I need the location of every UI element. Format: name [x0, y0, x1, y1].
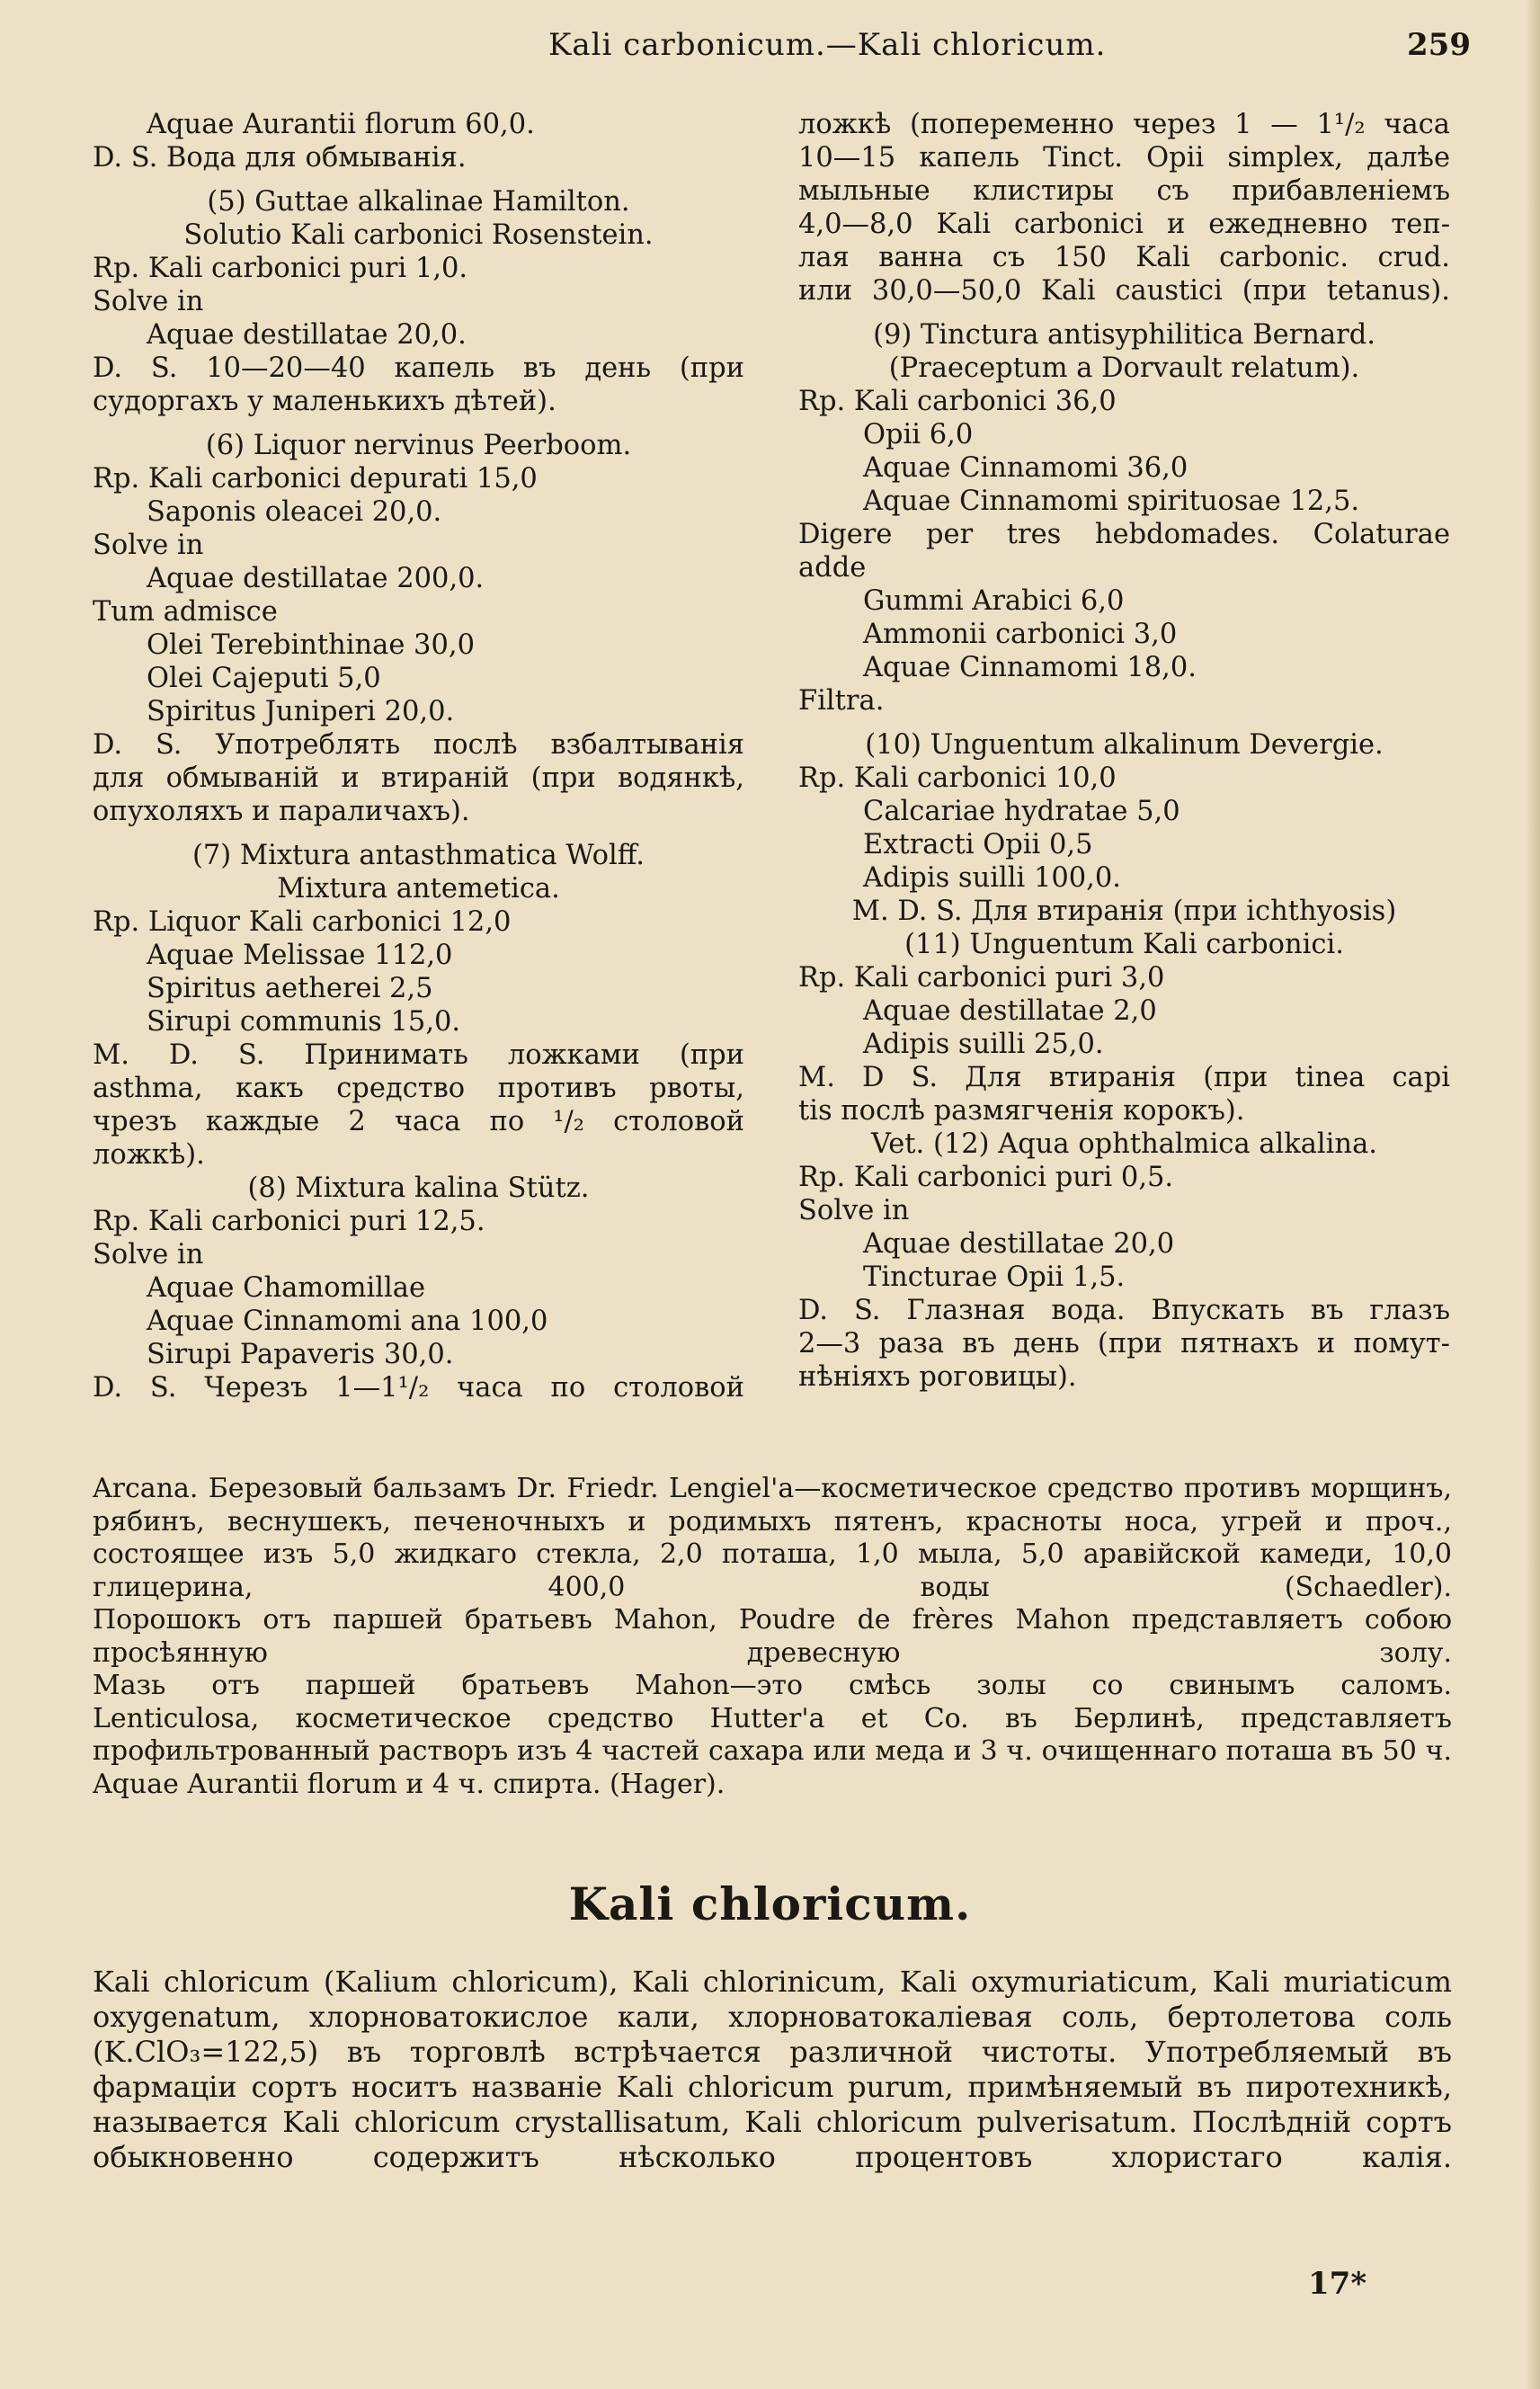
arcana-paragraph: Lenticulosa, косметическое средство Hutter'a et Co. въ Берлинѣ, представляетъ профильтрованный растворъ изъ 4 частей сахара или меда и 3 ч. очищеннаго поташа въ 50 ч. Aquae Aurantii florum и 4 ч. спирта. (Hager). [93, 1702, 1452, 1800]
arcana-section [93, 1473, 1452, 1819]
intro-paragraph: Kali chloricum (Kalium chloricum), Kali chlorinicum, Kali oxymuriaticum, Kali muriaticum oxygenatum, хлорноватокислое кали, хлорноватокаліевая соль, бертолетова соль (K.ClO₃=122,5) въ торговлѣ встрѣчается различной чистоты. Употребляемый въ фармаціи сортъ носитъ названіе Kali chloricum purum, примѣняемый въ пиротехникѣ, называется Kali chloricum crystallisatum, Kali chloricum pulverisatum. Послѣдній сортъ обыкновенно содержитъ нѣсколько процентовъ хлористаго калія. [93, 1965, 1452, 2174]
text-line: (11) Unguentum Kali carbonici. [904, 929, 1344, 960]
text-line: Aquae Cinnamomi spirituosae 12,5. [863, 486, 1360, 517]
text-line: Olei Cajeputi 5,0 [147, 663, 381, 694]
signature-mark: 17* [1308, 2266, 1367, 2302]
text-line: D. S. Черезъ 1—1¹/₂ часа по столовой [93, 1372, 744, 1404]
text-line: для обмываній и втираній (при водянкѣ, [93, 762, 744, 794]
text-line: (7) Mixtura antasthmatica Wolff. [191, 840, 645, 871]
text-line: Solve in [93, 530, 204, 561]
text-line: ложкѣ (попеременно через 1 — 1¹/₂ часа [798, 109, 1450, 140]
text-line: лая ванна съ 150 Kali carbonic. crud. [798, 242, 1450, 273]
text-line: Solve in [798, 1195, 910, 1226]
text-line: Sirupi communis 15,0. [147, 1006, 461, 1038]
text-line: Aquae Cinnamomi 36,0 [863, 452, 1188, 484]
text-line: Spiritus aetherei 2,5 [147, 973, 433, 1004]
text-line: M. D S. Для втиранія (при tinea capi [798, 1062, 1450, 1093]
text-line: Aquae Cinnamomi 18,0. [863, 652, 1197, 683]
text-line: D. S. Вода для обмыванія. [93, 142, 467, 174]
text-line: D. S. Употреблять послѣ взбалтыванія [93, 729, 744, 761]
text-line: Vet. (12) Aqua ophthalmica alkalina. [871, 1128, 1377, 1160]
text-line: (8) Mixtura kalina Stütz. [247, 1172, 590, 1204]
text-line: Tum admisce [93, 596, 278, 628]
text-line: Aquae Chamomillae [147, 1272, 425, 1304]
text-line: мыльные клистиры съ прибавленіемъ [798, 175, 1450, 207]
text-line: Extracti Opii 0,5 [863, 829, 1093, 860]
text-line: Tincturae Opii 1,5. [863, 1261, 1126, 1293]
page-number: 259 [1407, 27, 1471, 63]
text-line: Rp. Kali carbonici puri 12,5. [93, 1206, 485, 1237]
text-line: Rp. Kali carbonici 10,0 [798, 762, 1117, 794]
page-edge [1526, 0, 1540, 2389]
page-header [0, 0, 1540, 99]
text-line: Saponis oleacei 20,0. [147, 496, 442, 528]
text-line: (10) Unguentum alkalinum Devergie. [865, 729, 1384, 761]
text-line: Rp. Kali carbonici 36,0 [798, 386, 1117, 417]
text-line: Aquae Cinnamomi ana 100,0 [147, 1306, 548, 1337]
text-line: 2—3 раза въ день (при пятнахъ и помут- [798, 1328, 1450, 1359]
text-line: adde [798, 552, 867, 584]
text-line: Adipis suilli 100,0. [863, 862, 1121, 894]
section-intro [93, 1965, 1452, 2261]
arcana-paragraph: Мазь отъ паршей братьевъ Mahon—это смѣсь золы со свинымъ саломъ. [93, 1670, 1452, 1701]
text-line: Filtra. [798, 685, 885, 717]
text-line: Aquae destillatae 200,0. [147, 563, 485, 594]
text-line: Opii 6,0 [863, 419, 974, 450]
text-line: Aquae destillatae 2,0 [863, 995, 1157, 1027]
text-line: Olei Terebinthinae 30,0 [147, 629, 475, 661]
text-line: asthma, какъ средство противъ рвоты, [93, 1073, 744, 1104]
text-line: или 30,0—50,0 Kali caustici (при tetanus). [798, 275, 1450, 307]
text-line: нѣніяхъ роговицы). [798, 1361, 1077, 1393]
text-line: чрезъ каждые 2 часа по ¹/₂ столовой ложкѣ). [93, 1106, 744, 1171]
text-line: Calcariae hydratae 5,0 [863, 796, 1180, 827]
text-line: Rp. Liquor Kali carbonici 12,0 [93, 906, 512, 938]
running-head: Kali carbonicum.—Kali chloricum. [548, 27, 1107, 63]
right-column [798, 108, 1450, 1475]
text-line: Sirupi Papaveris 30,0. [147, 1339, 454, 1370]
arcana-paragraph: Порошокъ отъ паршей братьевъ Mahon, Poudre de frères Mahon представляетъ собою просѣянную древесную золу. [93, 1604, 1452, 1669]
text-line: D. S. Глазная вода. Впускать въ глазъ [798, 1295, 1450, 1326]
text-line: M. D. S. Принимать ложками (при [93, 1039, 744, 1071]
text-line: Aquae destillatae 20,0. [147, 319, 467, 351]
text-line: судоргахъ у маленькихъ дѣтей). [93, 386, 556, 417]
text-line: Rp. Kali carbonici depurati 15,0 [93, 463, 538, 495]
text-line: tis послѣ размягченія корокъ). [798, 1095, 1245, 1127]
text-line: Rp. Kali carbonici puri 3,0 [798, 962, 1165, 994]
text-line: M. D. S. Для втиранія (при ichthyosis) [851, 896, 1397, 927]
text-line: Aquae Aurantii florum 60,0. [147, 109, 535, 140]
text-line: Mixtura antemetica. [277, 873, 560, 905]
text-line: 4,0—8,0 Kali carbonici и ежедневно теп- [798, 209, 1450, 240]
text-line: Aquae Melissae 112,0 [147, 940, 453, 971]
text-line: (9) Tinctura antisyphilitica Bernard. [873, 319, 1375, 351]
text-line: Digere per tres hebdomades. Colaturae [798, 519, 1450, 550]
text-line: Aquae destillatae 20,0 [863, 1228, 1175, 1260]
text-line: Spiritus Juniperi 20,0. [147, 696, 455, 727]
text-line: Ammonii carbonici 3,0 [863, 619, 1178, 650]
text-line: Rp. Kali carbonici puri 1,0. [93, 253, 468, 284]
section-title: Kali chloricum. [568, 1877, 972, 1930]
text-line: Adipis suilli 25,0. [863, 1029, 1104, 1060]
text-line: 10—15 капель Tinct. Opii simplex, далѣе [798, 142, 1450, 174]
arcana-paragraph: Arcana. Березовый бальзамъ Dr. Friedr. Lengiel'a—косметическое средство противъ морщинъ, рябинъ, веснушекъ, печеночныхъ и родимыхъ пятенъ, красноты носа, угрей и проч., состоящее изъ 5,0 жидкаго стекла, 2,0 поташа, 1,0 мыла, 5,0 аравійской камеди, 10,0 глицерина, 400,0 воды (Schaedler). [93, 1473, 1452, 1603]
text-line: (Praeceptum a Dorvault relatum). [888, 352, 1360, 384]
text-line: Solve in [93, 286, 204, 317]
text-line: (5) Guttae alkalinae Hamilton. [207, 186, 630, 218]
text-line: опухоляхъ и параличахъ). [93, 796, 470, 827]
left-column [93, 108, 744, 1475]
text-line: Rp. Kali carbonici puri 0,5. [798, 1162, 1174, 1193]
text-line: (6) Liquor nervinus Peerboom. [205, 430, 632, 461]
text-line: Solve in [93, 1239, 204, 1270]
text-line: D. S. 10—20—40 капель въ день (при [93, 352, 744, 384]
text-line: Gummi Arabici 6,0 [863, 585, 1125, 617]
text-line: Solutio Kali carbonici Rosenstein. [183, 219, 654, 251]
